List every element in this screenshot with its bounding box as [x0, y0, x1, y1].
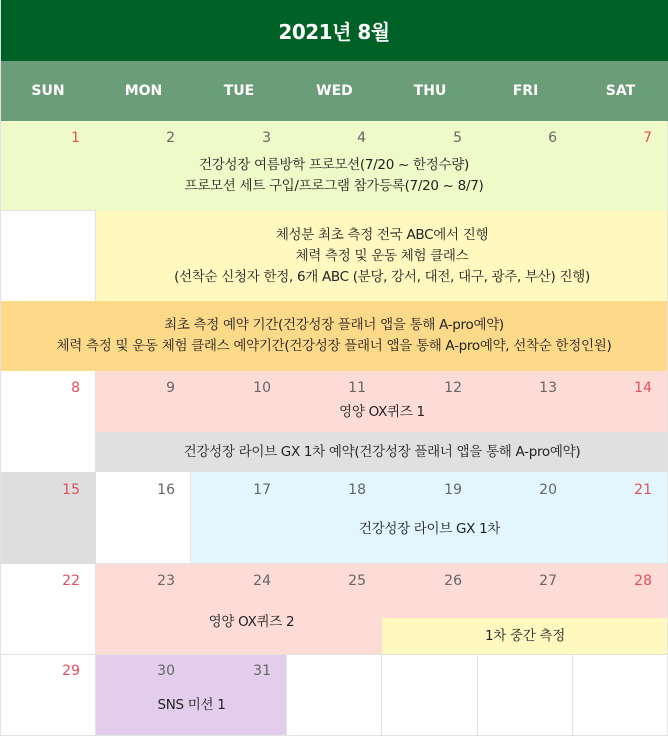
weekday-sun: SUN — [31, 83, 65, 99]
event-quiz-1[interactable] — [96, 400, 668, 424]
day-12[interactable]: 12 — [444, 380, 462, 396]
day-20[interactable]: 20 — [539, 482, 557, 498]
event-mid-measure-label: 1차 중간 측정 — [485, 627, 565, 644]
day-1[interactable]: 1 — [71, 130, 80, 146]
event-reservation-line-2: 체력 측정 및 운동 체험 클래스 예약기간(건강성장 플래너 앱을 통해 A-pro예약, 선착순 한정인원) — [56, 338, 612, 354]
day-5[interactable]: 5 — [453, 130, 462, 146]
event-summer-promo[interactable] — [0, 149, 668, 203]
day-30[interactable]: 30 — [157, 663, 175, 679]
weekday-sat: SAT — [605, 83, 636, 99]
day-26[interactable]: 26 — [444, 573, 462, 589]
event-first-measure[interactable] — [96, 221, 668, 291]
day-14[interactable]: 14 — [634, 380, 652, 396]
divider — [381, 654, 382, 736]
day-8[interactable]: 8 — [71, 380, 80, 396]
event-live-reserve[interactable] — [96, 432, 668, 472]
day-25[interactable]: 25 — [348, 573, 366, 589]
divider — [0, 654, 668, 655]
day-31[interactable]: 31 — [253, 663, 271, 679]
day-24[interactable]: 24 — [253, 573, 271, 589]
event-reservation-line-1: 최초 측정 예약 기간(건강성장 플래너 앱을 통해 A-pro예약) — [164, 317, 504, 333]
day-21[interactable]: 21 — [634, 482, 652, 498]
event-live-line-1: 건강성장 라이브 GX 1차 — [358, 520, 501, 537]
divider — [572, 654, 573, 736]
weekday-thu: THU — [413, 83, 447, 99]
weekday-fri: FRI — [512, 83, 539, 99]
event-quiz-2-label: 영양 OX퀴즈 2 — [208, 613, 295, 630]
day-4[interactable]: 4 — [357, 130, 366, 146]
day-6[interactable]: 6 — [548, 130, 557, 146]
day-29[interactable]: 29 — [62, 663, 80, 679]
divider — [477, 654, 478, 736]
event-live-reserve-line-1: 건강성장 라이브 GX 1차 예약(건강성장 플래너 앱을 통해 A-pro예약) — [183, 443, 581, 460]
weekday-mon: MON — [124, 83, 163, 99]
event-sns[interactable] — [96, 693, 287, 717]
event-first-measure-line-2: 체력 측정 및 운동 체험 클래스 — [295, 247, 469, 264]
event-quiz-2[interactable] — [96, 610, 407, 634]
event-first-measure-line-3: (선착순 신청자 한정, 6개 ABC (분당, 강서, 대전, 대구, 광주, 부산) 진행) — [174, 268, 590, 285]
day-18[interactable]: 18 — [348, 482, 366, 498]
day-16[interactable]: 16 — [157, 482, 175, 498]
divider — [0, 563, 668, 564]
event-first-measure-line-1: 체성분 최초 측정 전국 ABC에서 진행 — [275, 226, 489, 243]
day-2[interactable]: 2 — [166, 130, 175, 146]
day-23[interactable]: 23 — [157, 573, 175, 589]
divider — [0, 210, 96, 211]
event-sns-line-1: SNS 미션 1 — [157, 696, 226, 713]
day-27[interactable]: 27 — [539, 573, 557, 589]
day-22[interactable]: 22 — [62, 573, 80, 589]
day-7[interactable]: 7 — [643, 130, 652, 146]
day-9[interactable]: 9 — [166, 380, 175, 396]
day-13[interactable]: 13 — [539, 380, 557, 396]
day-19[interactable]: 19 — [444, 482, 462, 498]
weekday-tue: TUE — [223, 83, 255, 99]
day-11[interactable]: 11 — [348, 380, 366, 396]
event-summer-promo-line-2: 프로모션 세트 구입/프로그램 참가등록(7/20 ~ 8/7) — [184, 178, 484, 194]
event-reservation[interactable] — [0, 301, 668, 371]
day-10[interactable]: 10 — [253, 380, 271, 396]
event-quiz-1-line-1: 영양 OX퀴즈 1 — [339, 403, 425, 420]
sunday-15-highlight-bg — [0, 472, 96, 563]
day-28[interactable]: 28 — [634, 573, 652, 589]
day-3[interactable]: 3 — [262, 130, 271, 146]
event-summer-promo-line-1: 건강성장 여름방학 프로모션(7/20 ~ 한정수량) — [199, 157, 469, 173]
day-17[interactable]: 17 — [253, 482, 271, 498]
event-live[interactable] — [191, 516, 668, 542]
month-title: 2021년 8월 — [0, 0, 668, 61]
day-15[interactable]: 15 — [62, 482, 80, 498]
weekday-wed: WED — [316, 83, 353, 99]
event-mid-measure[interactable] — [382, 618, 668, 654]
